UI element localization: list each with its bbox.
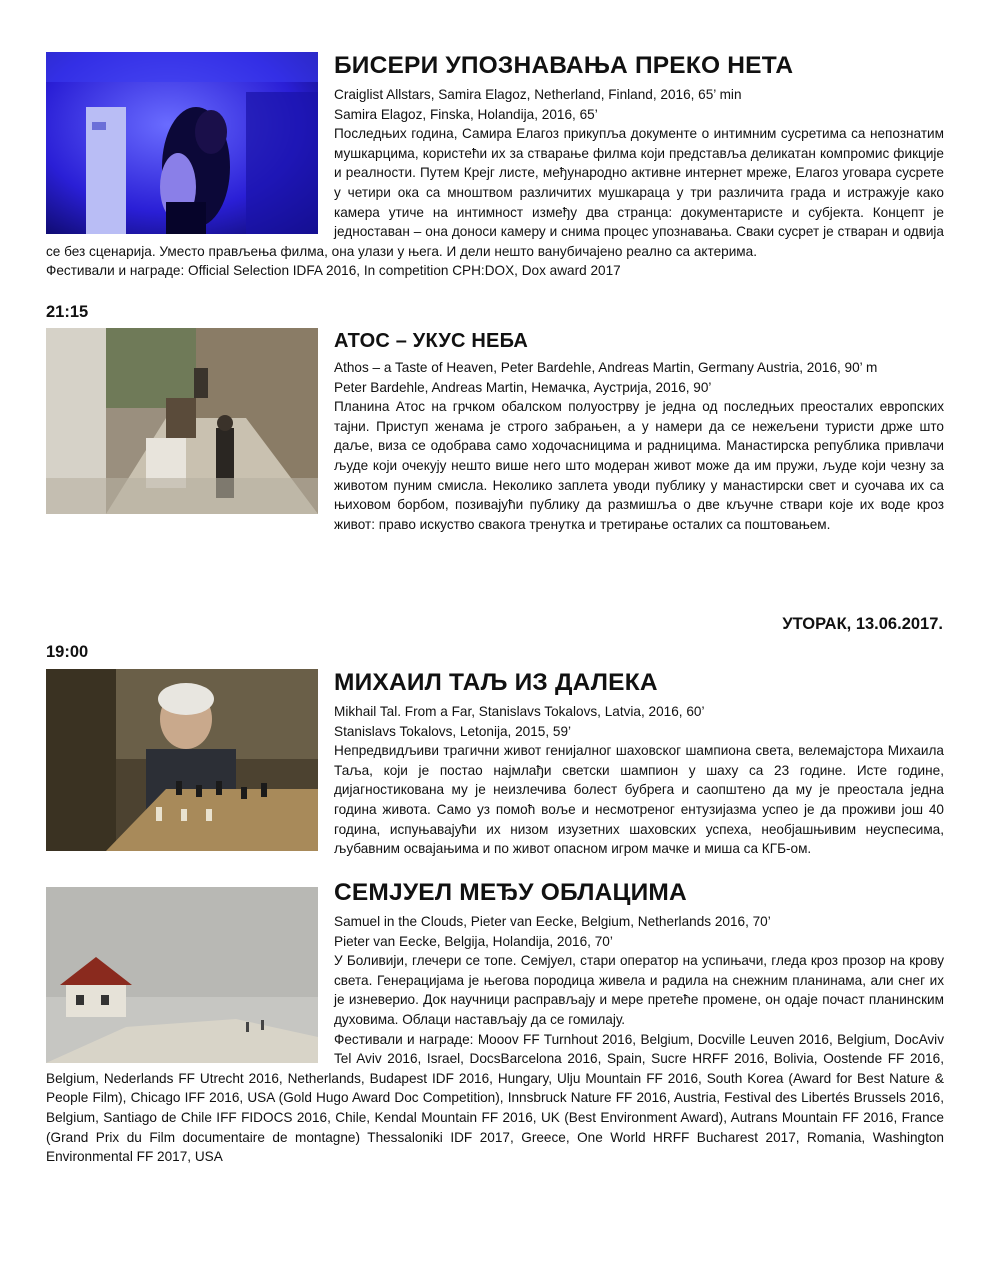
- film-entry-craiglist: [46, 52, 944, 281]
- film-credits-original: Craiglist Allstars, Samira Elagoz, Netherland, Finland, 2016, 65’ min: [334, 87, 742, 102]
- film-still-tal: [46, 669, 318, 851]
- film-credits-local: Stanislavs Tokalovs, Letonija, 2015, 59’: [334, 723, 572, 739]
- film-description: Непредвидљиви трагични живот генијалног шаховског шампиона света, велемајстора Михаила Таља, који је постао најмлађи светски шампион у шаху са 23 године. Исте године, дијагностикована му је неизлечива болест бубрега и саопштено да му је преостала једна година живота. Само уз помоћ воље и несмотреног ентузијазма успео је да проживи још 40 година, испуњавајући их низом изузетних шаховских успеха, необјашњивим неуспесима, љубавним освајањима и по живот опасном игром мачке и миша са КГБ-ом.: [334, 743, 944, 857]
- film-description: Последњих година, Самира Елагоз прикупља документе о интимним сусретима са непознатим мушкарцима, користећи их за стварање филма који представља деликатан компромис фикције и реалности. Путем Крејг листе, међународно активне интернет мреже, Елагоз уговара сусрете у четири ока са мноштвом различитих мушкараца у три различита града и истражује како камера утиче на интимност између два странца: документаристе и субјекта. Концепт је једноставан – она доноси камеру и снима процес упознавања. Сваки сусрет је стваран и одвија се без сценарија. Уместо прављења филма, она улази у њега. И дели нешто ванубичајено реално са актерима.: [46, 126, 944, 259]
- screening-time: 19:00: [46, 643, 89, 661]
- film-description: Планина Атос на грчком обалском полуострву је једна од последњих преосталих европских тајни. Приступ женама је строго забрањен, а у намери да се нежељени туристи држе што даље, виза се одобрава само ходочасницима и радницима. Манастирска република привлачи људе који очекују нешто више него што модеран живот може да им пружи, људе који чезну за животом пуним смисла. Неколико заплета уводи публику у манастирски свет и суочава их са њиховом борбом, позивајући публику да размишља о две кључне ствари које их воде кроз живот: право искуство свакога тренутка и третирање осталих са поштовањем.: [334, 399, 944, 532]
- film-credits-local: Peter Bardehle, Andreas Martin, Немачка, Аустрија, 2016, 90’: [334, 379, 712, 395]
- film-title: БИСЕРИ УПОЗНАВАЊА ПРЕКО НЕТА: [334, 52, 794, 79]
- film-credits-original: Samuel in the Clouds, Pieter van Eecke, Belgium, Netherlands 2016, 70’: [334, 914, 771, 929]
- film-description: У Боливији, глечери се топе. Семјуел, стари оператор на успињачи, гледа кроз прозор на крову света. Генерацијама је његова породица живела и радила на снежним планинама, али снег их је изневерио. Док научници расправљају и мере претеће промене, он одаје почаст планинским духовима. Облаци настављају да се гомилају.: [334, 953, 944, 1027]
- film-entry-tal: [46, 669, 944, 859]
- film-still-craiglist: [46, 52, 318, 234]
- film-entry-samuel: [46, 879, 944, 1167]
- film-still-athos: [46, 328, 318, 514]
- film-entry-athos: [46, 328, 944, 534]
- film-festivals: Фестивали и награде: Mooov FF Turnhout 2016, Belgium, Docville Leuven 2016, Belgium, DocAviv Tel Aviv 2016, Israel, DocsBarcelona 2016, Spain, Sucre HRFF 2016, Bolivia, Oostende FF 2016, Belgium, Nederlands FF Utrecht 2016, Netherlands, Budapest IDF 2016, Hungary, Ulju Mountain FF 2016, South Korea (Award for Best Nature & People Film), Chicago IFF 2016, USA (Gold Hugo Award Doc Competition), Innsbruck Nature FF 2016, Austria, Festival des Libertés Brussels 2016, Belgium, Santiago de Chile IFF FIDOCS 2016, Chile, Kendal Mountain FF 2016, UK (Best Environment Award), Autrans Mountain FF 2016, France (Grand Prix du Film documentaire de montagne) Thessaloniki IDF 2017, Greece, One World HRFF Bucharest 2017, Romania, Washington Environmental FF 2017, USA: [46, 1031, 944, 1165]
- film-credits-local: Pieter van Eecke, Belgija, Holandija, 2016, 70’: [334, 933, 613, 949]
- film-credits-local: Samira Elagoz, Finska, Holandija, 2016, 65’: [334, 106, 598, 122]
- film-still-samuel: [46, 887, 318, 1063]
- screening-date: УТОРАК, 13.06.2017.: [782, 615, 943, 633]
- film-credits-original: Athos – a Taste of Heaven, Peter Bardehle, Andreas Martin, Germany Austria, 2016, 90’ m: [334, 360, 878, 375]
- film-festivals: Фестивали и награде: Official Selection IDFA 2016, In competition CPH:DOX, Dox award 2017: [46, 263, 621, 279]
- screening-time: 21:15: [46, 303, 89, 321]
- film-credits-original: Mikhail Tal. From a Far, Stanislavs Tokalovs, Latvia, 2016, 60’: [334, 704, 705, 719]
- film-title: АТОС – УКУС НЕБА: [334, 330, 529, 352]
- film-title: МИХАИЛ ТАЉ ИЗ ДАЛЕКА: [334, 669, 658, 696]
- film-title: СЕМЈУЕЛ МЕЂУ ОБЛАЦИМА: [334, 879, 687, 906]
